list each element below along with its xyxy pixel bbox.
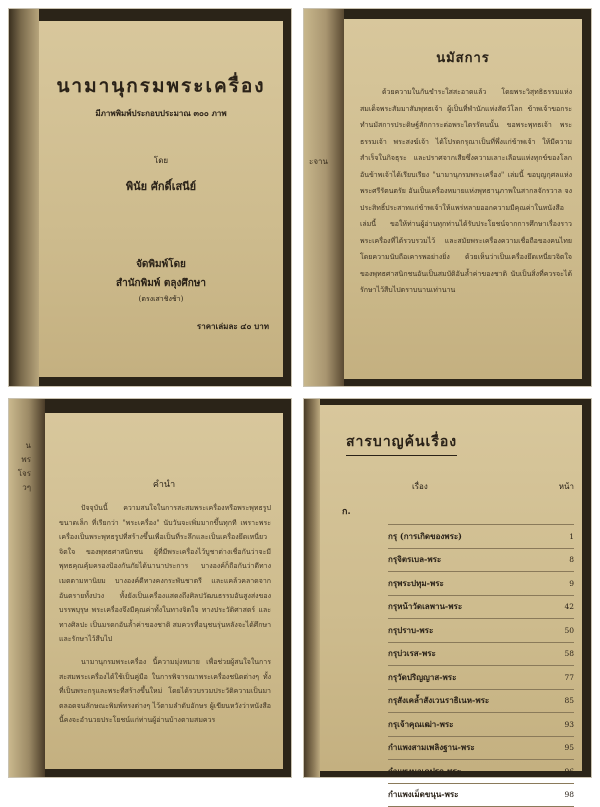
photo-preface-page	[8, 398, 292, 778]
contents-entry-title: กำแพงเม็ดขนุน-พระ	[388, 788, 458, 801]
by-label: โดย	[39, 154, 283, 167]
contents-entry-page: 77	[550, 673, 574, 682]
contents-row	[388, 525, 574, 549]
contents-row	[388, 643, 574, 667]
contents-entry-page: 9	[550, 579, 574, 588]
preface-paragraph: ปัจจุบันนี้ ความสนใจในการสะสมพระเครื่องหรือพระพุทธรูปขนาดเล็ก ที่เรียกว่า "พระเครื่อง" นับวันจะเพิ่มมากขึ้นทุกที เพราะพระเครื่องเป็นพระพุทธรูปที่สร้างขึ้นเพื่อเป็นที่ระลึกและเป็นเครื่องยึดเหนี่ยวจิตใจ ของพุทธศาสนิกชน ผู้ที่มีพระเครื่องไว้บูชาต่างเชื่อกันว่าจะมีพุทธคุณคุ้มครองป้องกันภัยได้นานาประการ บางองค์ก็ถือกันว่าดีทางเมตตามหานิยม บางองค์ดีทางคงกระพันชาตรี และแคล้วคลาดจากอันตรายทั้งปวง ทั้งยังเป็นเครื่องแสดงถึงศิลปวัฒนธรรมอันสูงส่งของบรรพบุรุษ พระเครื่องจึงมีคุณค่าทั้งในทางจิตใจ ทางประวัติศาสตร์ และทางศิลปะ เป็นมรดกอันล้ำค่าของชาติ สมควรที่อนุชนรุ่นหลังจะได้ศึกษาและรักษาไว้สืบไป	[59, 501, 271, 647]
contents-entry-page: 42	[550, 602, 574, 611]
contents-row	[388, 760, 574, 784]
dedication-page	[344, 19, 582, 379]
contents-row	[388, 572, 574, 596]
contents-entry-title: กรุหน้าวัดเลพาน-พระ	[388, 600, 462, 613]
publisher-note: (ตรงเสาชิงช้า)	[39, 294, 283, 305]
column-page: หน้า	[559, 480, 574, 493]
price-label: ราคาเล่มละ ๔๐ บาท	[197, 320, 269, 333]
printed-by-label: จัดพิมพ์โดย	[39, 257, 283, 272]
contents-row	[388, 596, 574, 620]
contents-entry-title: กรุวัดปริญญาส-พระ	[388, 671, 456, 684]
contents-heading: สารบาญค้นเรื่อง	[346, 431, 457, 456]
photo-dedication-page	[303, 8, 592, 387]
contents-entry-page: 85	[550, 696, 574, 705]
contents-column-headers	[320, 480, 582, 494]
contents-row	[388, 737, 574, 761]
contents-entry-title: กำแพงนาเคปรก-พระ	[388, 765, 461, 778]
book-spine	[304, 399, 320, 777]
book-title: นามานุกรมพระเครื่อง	[39, 71, 283, 101]
contents-entry-page: 8	[550, 555, 574, 564]
facing-page-text: ะจาน	[308, 155, 328, 169]
contents-entry-page: 93	[550, 720, 574, 729]
contents-entry-page: 95	[550, 743, 574, 752]
contents-row	[388, 690, 574, 714]
contents-entry-title: กำแพงสามเพลิงฐาน-พระ	[388, 741, 475, 754]
title-page	[39, 21, 283, 377]
preface-body	[59, 501, 271, 728]
contents-entry-page: 1	[550, 532, 574, 541]
facing-page-text: น พร โจร วๆ	[11, 439, 31, 495]
contents-row	[388, 666, 574, 690]
contents-entry-title: กรุพระปทุม-พระ	[388, 577, 444, 590]
contents-entry-page: 50	[550, 626, 574, 635]
dedication-body: ด้วยความในกันขำระใสสะอาดแล้ว โดยพระวิสุทธิธรรมแห่งสมเด็จพระสัมมาสัมพุทธเจ้า ผู้เป็นที่พำนักแห่งสัตว์โลก ข้าพเจ้าขอกระทำนมัสการประดิษฐ์สักการะต่อพระไตรรัตนนั้น ขอพระพุทธเจ้า พระธรรมเจ้า พระสงฆ์เจ้า ได้โปรดกรุณาเป็นที่พึ่งแก่ข้าพเจ้า ให้มีความสำเร็จในกิจธุระ และปราศจากเสียซึ่งความเลาะเลือนแห่งทุกข์ของโลก อันข้าพเจ้าได้เรียบเรียง "นามานุกรมพระเครื่อง" เล่มนี้ ขอบุญกุศลแห่งพระศรีรัตนตรัย อันเป็นเครื่องหมายแห่งพุทธานุภาพในสากลจักรวาล จงประสิทธิ์ประสาทแก่ข้าพเจ้าให้แพร่หลายออกความมีคุณค่าในหนังสือเล่มนี้ ขอให้ท่านผู้อ่านทุกท่านได้รับประโยชน์จากการศึกษาเรื่องราวพระเครื่องที่ได้รวบรวมไว้ และสมัยพระเครื่องความเชื่อถือของคนไทย โดยความนับถือเคารพอย่างยิ่ง ด้วยเห็นว่าเป็นเครื่องยึดเหนี่ยวจิตใจ ของพุทธศาสนิกชนอันเป็นสมบัติอันล้ำค่าของชาติ นับเป็นสิ่งที่ควรจะได้รักษาไว้สืบไปตราบนานเท่านาน	[360, 84, 572, 299]
book-spine	[9, 9, 39, 386]
contents-entry-title: กรุปราบ-พระ	[388, 624, 433, 637]
dedication-heading: นมัสการ	[344, 47, 582, 68]
contents-row	[388, 619, 574, 643]
preface-paragraph: นามานุกรมพระเครื่อง นี้ความมุ่งหมาย เพื่อช่วยผู้สนใจในการสะสมพระเครื่องได้ใช้เป็นคู่มือ ในการพิจารณาพระเครื่องชนิดต่างๆ ทั้งที่เป็นพระกรุและพระที่สร้างขึ้นใหม่ โดยได้รวบรวมประวัติความเป็นมา ตลอดจนลักษณะพิมพ์ทรงต่างๆ ไว้ตามลำดับอักษร ผู้เขียนหวังว่าหนังสือนี้คงจะอำนวยประโยชน์แก่ท่านผู้อ่านบ้างตามสมควร	[59, 655, 271, 728]
photo-title-page	[8, 8, 292, 387]
contents-entry-title: กรุสังเคล้ำสังเวนราธิเนห-พระ	[388, 694, 489, 707]
contents-entry-title: กรุเจ้าคุณเฒ่า-พระ	[388, 718, 453, 731]
contents-entry-title: กรุจิตรเบล-พระ	[388, 553, 441, 566]
section-letter: ก.	[342, 504, 582, 518]
contents-row	[388, 713, 574, 737]
author-name: พินัย ศักดิ์เสนีย์	[39, 177, 283, 195]
contents-entry-page: 58	[550, 649, 574, 658]
contents-list	[388, 524, 574, 807]
book-subtitle: มีภาพพิมพ์ประกอบประมาณ ๓๐๐ ภาพ	[39, 107, 283, 120]
contents-row	[388, 784, 574, 807]
preface-page	[45, 413, 283, 769]
column-topic: เรื่อง	[412, 480, 428, 493]
contents-row	[388, 549, 574, 573]
contents-entry-title: กรุบ่วเรส-พระ	[388, 647, 436, 660]
preface-heading: คำนำ	[45, 477, 283, 491]
publisher-name: สำนักพิมพ์ ตลุงศึกษา	[39, 276, 283, 291]
contents-entry-title: กรุ (การเกิดของพระ)	[388, 530, 462, 543]
photo-contents-page	[303, 398, 592, 778]
book-spine	[304, 9, 344, 386]
contents-entry-page: 96	[550, 767, 574, 776]
contents-entry-page: 98	[550, 790, 574, 799]
contents-page	[320, 405, 582, 771]
